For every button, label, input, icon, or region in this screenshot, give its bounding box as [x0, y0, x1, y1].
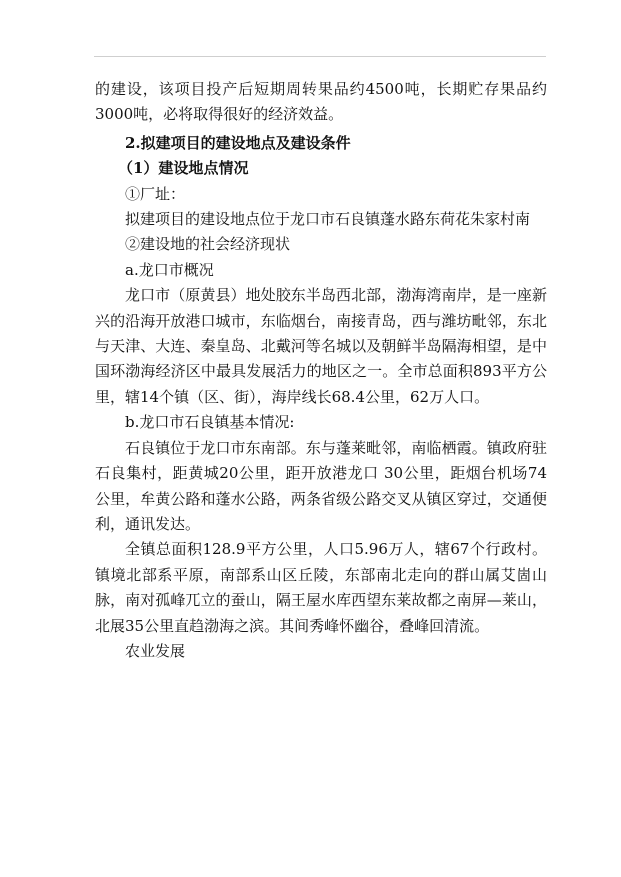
paragraph-longkou-overview: 龙口市（原黄县）地处胶东半岛西北部，渤海湾南岸，是一座新兴的沿海开放港口城市，东临烟台，南接青岛，西与潍坊毗邻，东北与天津、大连、秦皇岛、北戴河等名城以及朝鲜半岛隔海相望，是中国环渤海经济区中最具发展活力的地区之一。全市总面积893平方公里，辖14个镇（区、街），海岸线长68.4公里，62万人口。 [95, 286, 547, 406]
subsection-heading-site-info: （1）建设地点情况 [118, 159, 249, 178]
paragraph-factory-site-label: ①厂址： [125, 184, 186, 203]
paragraph-socioeconomic-label: ②建设地的社会经济现状 [125, 235, 291, 254]
section-heading-site-conditions: 2.拟建项目的建设地点及建设条件 [125, 133, 351, 152]
document-body [95, 77, 547, 664]
paragraph-agriculture-label: 农业发展 [125, 641, 186, 660]
paragraph-investment-benefit: 的建设，该项目投产后短期周转果品约4500吨，长期贮存果品约3000吨，必将取得很好的经济效益。 [95, 80, 547, 124]
paragraph-factory-site-location: 拟建项目的建设地点位于龙口市石良镇蓬水路东荷花朱家村南 [125, 210, 531, 229]
paragraph-shiliang-basic-label: b.龙口市石良镇基本情况: [125, 413, 295, 432]
paragraph-longkou-overview-label: a.龙口市概况 [125, 260, 214, 279]
paragraph-shiliang-location: 石良镇位于龙口市东南部。东与蓬莱毗邻，南临栖霞。镇政府驻石良集村，距黄城20公里，距开放港龙口 30公里，距烟台机场74公里，牟黄公路和蓬水公路，两条省级公路交叉从镇区穿过，交通便利，通讯发达。 [95, 438, 547, 533]
page-header-rule [94, 56, 546, 57]
paragraph-shiliang-geography: 全镇总面积128.9平方公里，人口5.96万人，辖67个行政村。镇境北部系平原，南部系山区丘陵，东部南北走向的群山属艾崮山脉，南对孤峰兀立的蚕山，隔王屋水库西望东莱故都之南屏—莱山，北展35公里直趋渤海之滨。其间秀峰怀幽谷，叠峰回清流。 [95, 540, 547, 635]
